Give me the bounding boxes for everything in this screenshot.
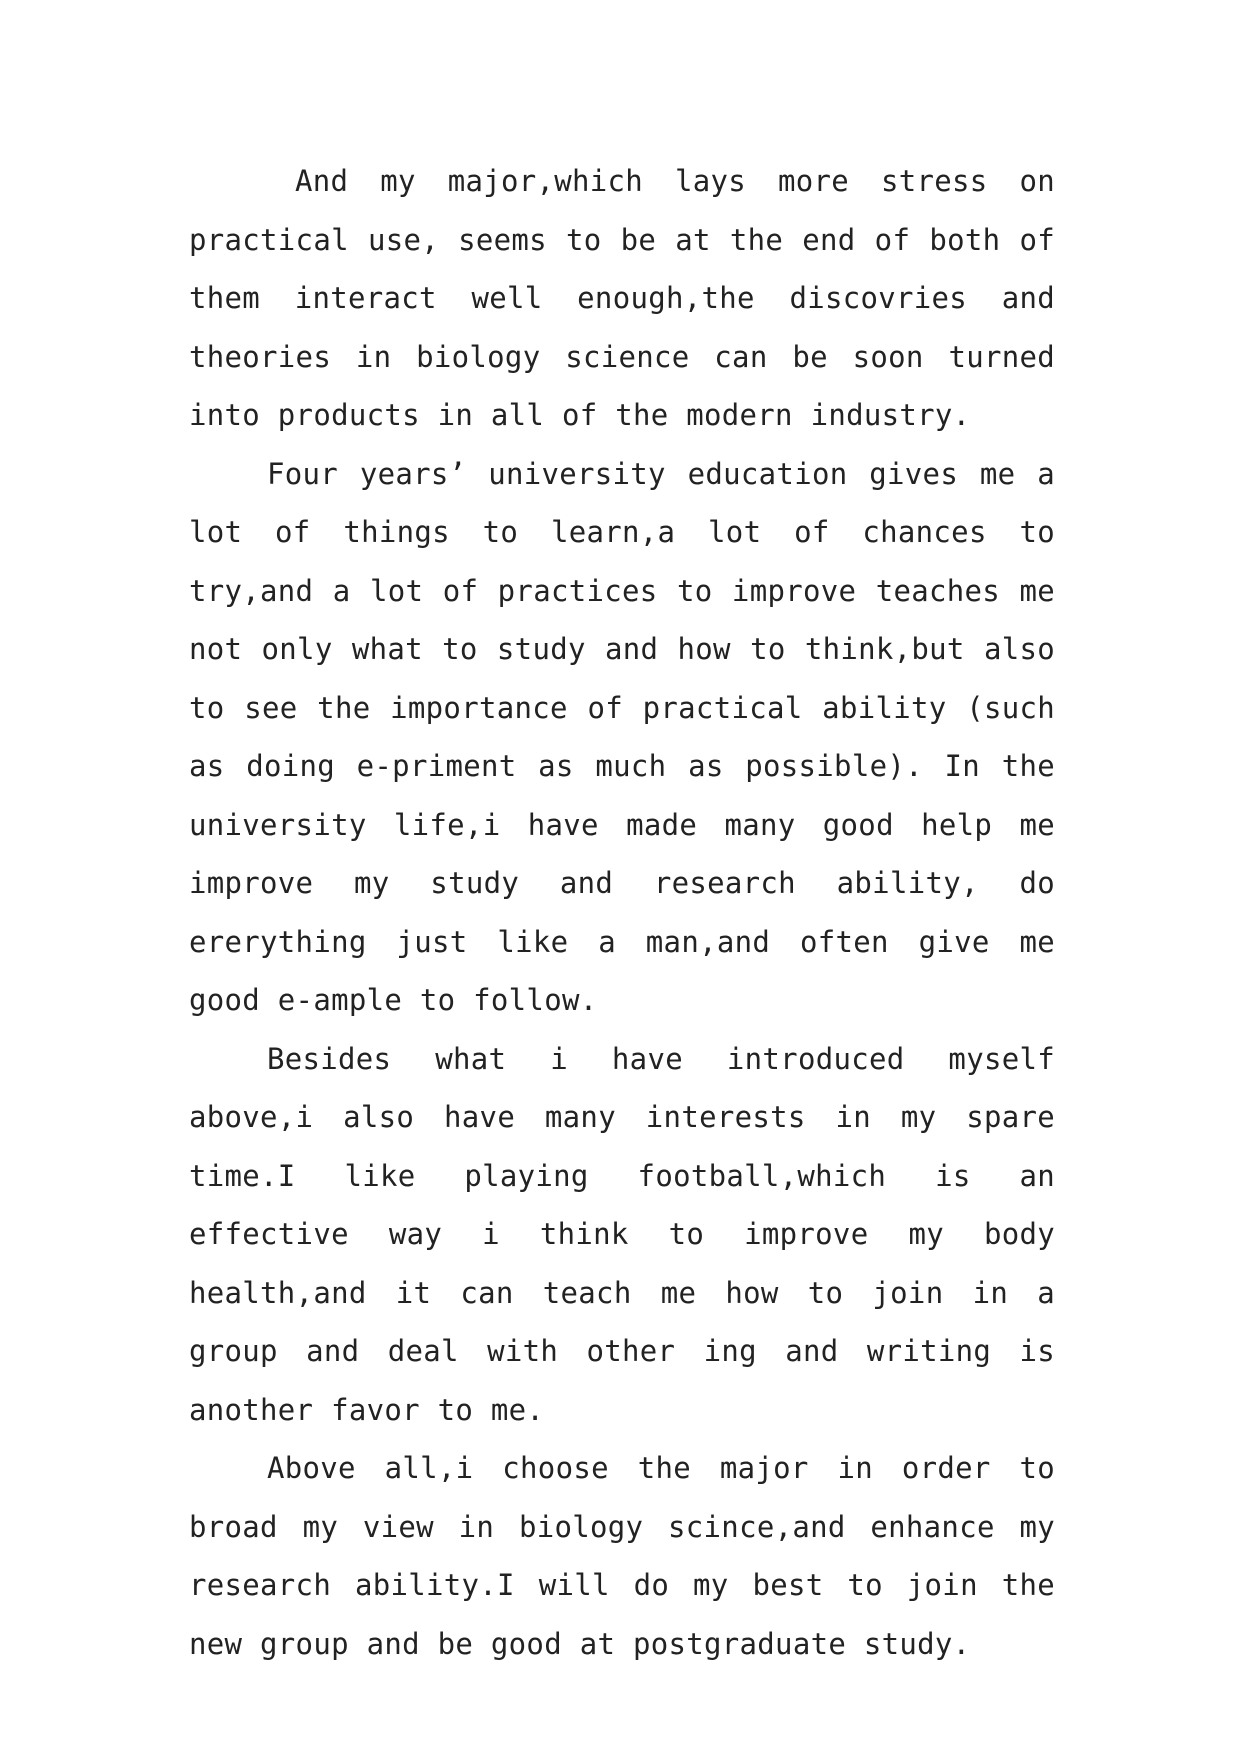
paragraph-conclusion: Above all,i choose the major in order to broad my view in biology scince,and enhance my research ability.I will do my best to join the new group and be good at postgraduate study. xyxy=(189,1451,1055,1661)
paragraph-interests: Besides what i have introduced myself above,i also have many interests in my spare time.I like playing football,which is an effective way i think to improve my body health,and it can teach me how to join in a group and deal with other ing and writing is another favor to me. xyxy=(189,1041,1055,1427)
paragraph-major: And my major,which lays more stress on practical use, seems to be at the end of both of them interact well enough,the discovries and theories in biology science can be soon turned into products in all of the modern industry. xyxy=(189,164,1055,432)
paragraph-university-education: Four years’ university education gives me a lot of things to learn,a lot of chances to try,and a lot of practices to improve teaches me not only what to study and how to think,but also to see the importance of practical ability (such as doing e-priment as much as possible). In the university life,i have made many good help me improve my study and research ability, do ererything just like a man,and often give me good e-ample to follow. xyxy=(189,456,1055,1017)
document-page xyxy=(189,152,1055,1673)
